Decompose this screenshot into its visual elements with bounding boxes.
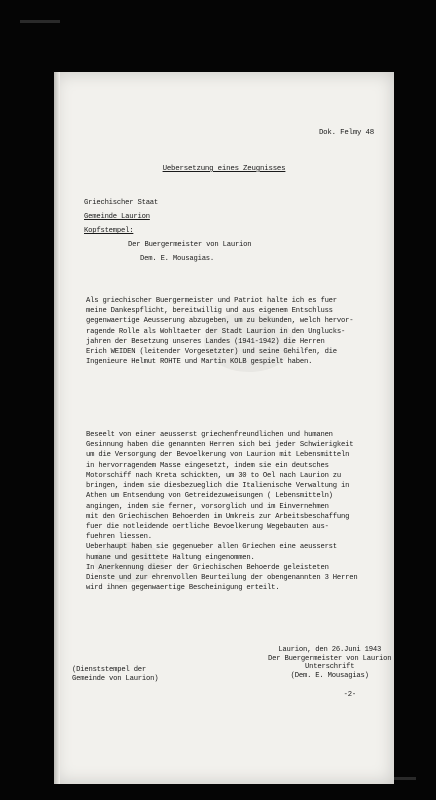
- text-line: Als griechischer Buergermeister und Patriot halte ich es fuer: [86, 297, 337, 305]
- text-line: Beseelt von einer aeusserst griechenfreundlichen und humanen: [86, 431, 333, 439]
- seal-line-2: Gemeinde von Laurion): [72, 674, 159, 683]
- signature-role: Der Buergermeister von Laurion: [268, 654, 392, 663]
- signature-label: Unterschrift: [305, 663, 355, 672]
- signature-block: [268, 646, 391, 681]
- text-line: gegenwaertige Aeusserung abzugeben, um zu bekunden, welch hervor-: [86, 317, 354, 326]
- page-number: -2-: [343, 691, 356, 699]
- official-seal-note: [72, 666, 158, 683]
- text-line: jahren der Besetzung unseres Landes (1941-1942) die Herren: [86, 337, 325, 346]
- text-line: Ingenieure Helmut ROHTE und Martin KOLB gespielt haben.: [86, 358, 313, 367]
- signature-place-date: Laurion, den 26.Juni 1943: [278, 646, 382, 654]
- text-line: Motorschiff nach Kreta schickten, um 30 to Oel nach Laurion zu: [86, 471, 342, 480]
- text-line: Athen um Entsendung von Getreidezuweisungen ( Lebensmitteln): [86, 492, 333, 501]
- letterhead-mayor: Der Buergermeister von Laurion: [128, 241, 252, 249]
- body-paragraph-1: [86, 296, 372, 368]
- address-state: Griechischer Staat: [84, 199, 159, 207]
- text-line: angingen, indem sie ferner, vorsorglich und im Einvernehmen: [86, 502, 329, 511]
- text-line: Gesinnung haben die genannten Herren sich bei jeder Schwierigkeit: [86, 441, 354, 450]
- document-reference: Dok. Felmy 48: [318, 129, 374, 137]
- seal-line-1: (Dienststempel der: [72, 666, 147, 674]
- text-line: fuehren liessen.: [86, 533, 152, 542]
- text-line: in hervorragendem Masse eingesetzt, indem sie ein deutsches: [86, 461, 329, 470]
- text-line: In Anerkennung dieser der Griechischen Behoerde geleisteten: [86, 563, 329, 572]
- text-line: bringen, indem sie diesbezueglich die Italienische Verwaltung in: [86, 482, 350, 491]
- document-page: [54, 72, 394, 784]
- text-line: ragende Rolle als Wohltaeter der Stadt Laurion in den Unglucks-: [86, 327, 346, 336]
- text-line: mit den Griechischen Behoerden im Umkreis zur Arbeitsbeschaffung: [86, 512, 350, 521]
- letterhead-name: Dem. E. Mousagias.: [140, 255, 215, 263]
- text-line: um die Versorgung der Bevoelkerung von Laurion mit Lebensmitteln: [86, 451, 350, 460]
- text-line: humane und gesittete Haltung eingenommen.: [86, 553, 255, 562]
- letterhead-stamp-label: Kopfstempel:: [84, 227, 134, 235]
- text-line: fuer die notleidende oertliche Bevoelkerung Wegebauten aus-: [86, 522, 329, 531]
- text-line: Erich WEIDEN (leitender Vorgesetzter) und seine Gehilfen, die: [86, 348, 337, 357]
- address-municipality: Gemeinde Laurion: [84, 213, 150, 221]
- body-paragraph-2: [86, 430, 372, 594]
- film-edge-mark: [20, 20, 60, 23]
- text-line: Dienste und zur ehrenvollen Beurteilung der obengenannten 3 Herren: [86, 574, 358, 583]
- text-line: meine Dankespflicht, bereitwillig und aus eigenem Entschluss: [86, 307, 333, 316]
- text-line: Ueberhaupt haben sie gegenueber allen Griechen eine aeusserst: [86, 543, 337, 552]
- text-line: wird ihnen gegenwaertige Bescheinigung erteilt.: [86, 584, 280, 593]
- signature-name: (Dem. E. Mousagias): [290, 671, 369, 680]
- page-binding-edge: [54, 72, 60, 784]
- document-title: Uebersetzung eines Zeugnisses: [162, 165, 286, 173]
